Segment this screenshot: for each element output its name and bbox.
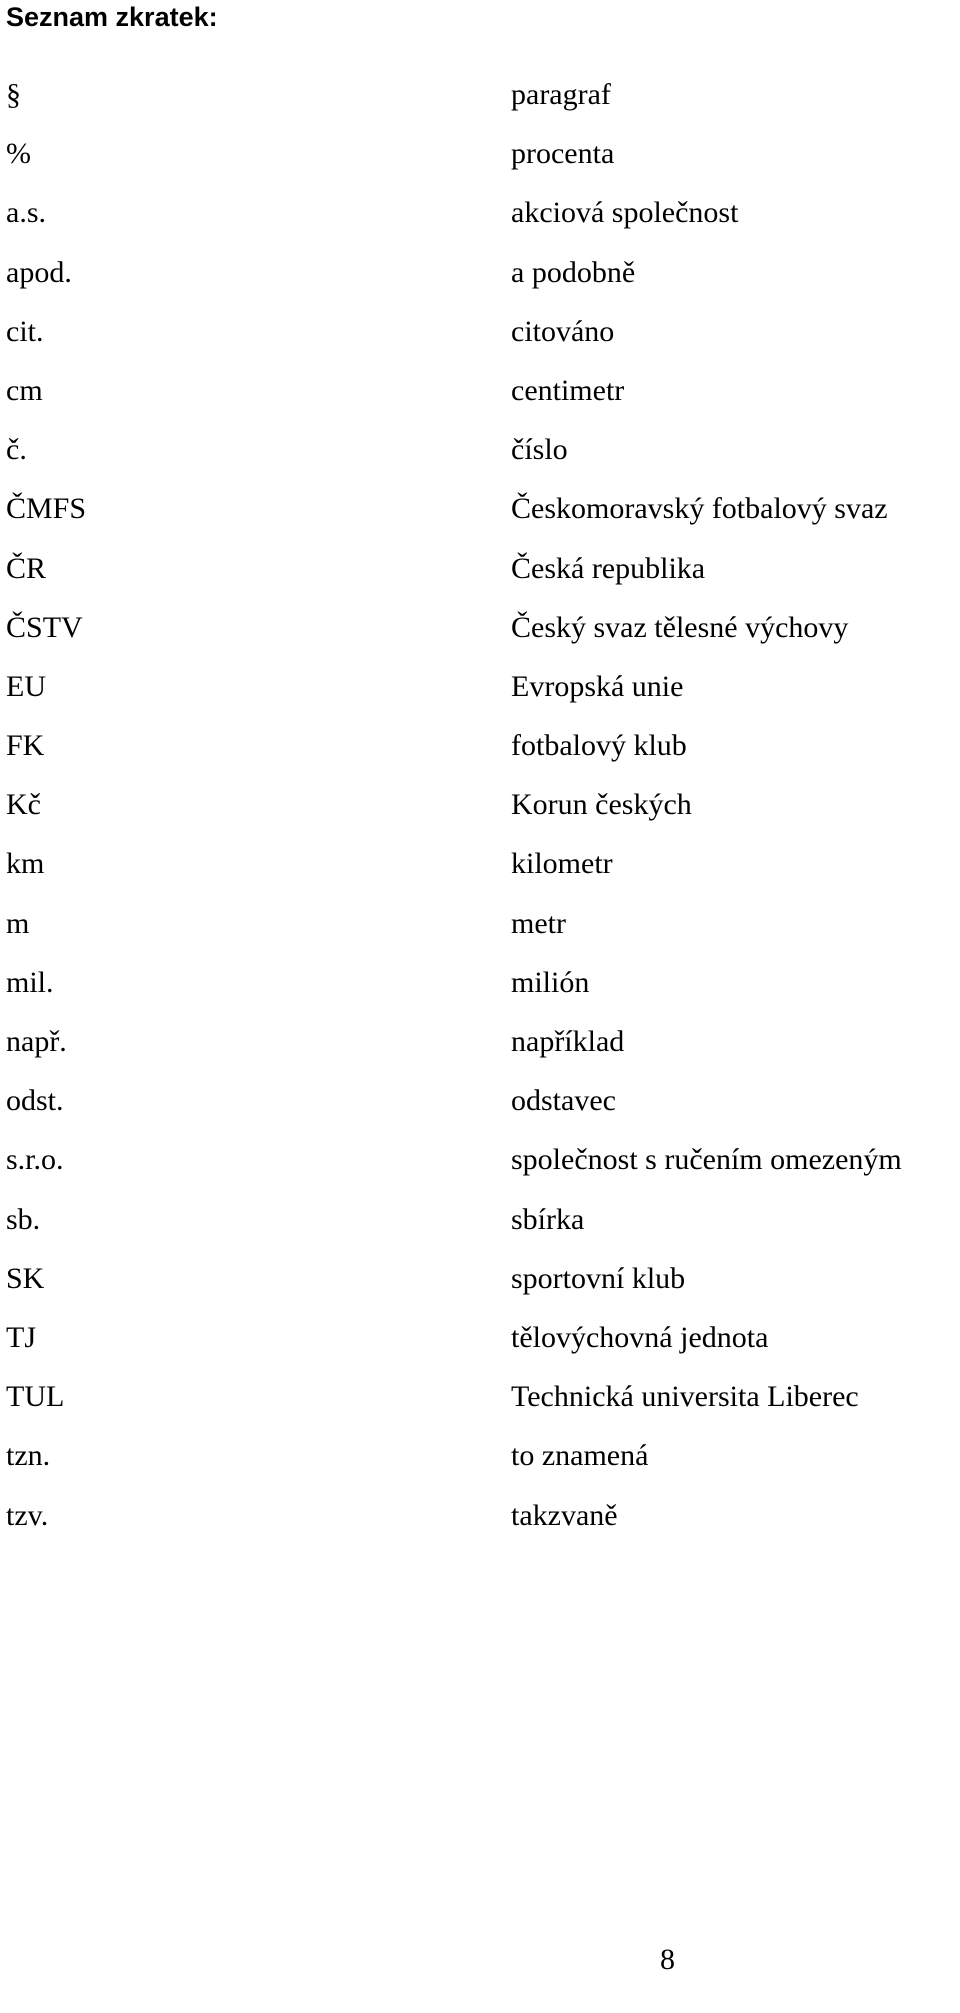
abbreviation: např. [6, 1025, 67, 1058]
abbreviation-meaning: sportovní klub [511, 1261, 686, 1295]
abbreviation: TJ [6, 1320, 36, 1354]
abbreviation: tzv. [6, 1498, 49, 1532]
abbreviation-row [0, 1140, 960, 1199]
abbreviation-row [0, 1436, 960, 1495]
abbreviation-row [0, 1377, 960, 1436]
abbreviation-row [0, 253, 960, 312]
abbreviation-meaning: číslo [511, 433, 568, 467]
abbreviation-meaning: citováno [511, 314, 615, 348]
abbreviation: SK [6, 1261, 45, 1295]
abbreviation-row [0, 1259, 960, 1318]
abbreviation: § [6, 78, 21, 111]
abbreviation-row [0, 1200, 960, 1259]
abbreviation-row [0, 785, 960, 844]
abbreviation-meaning: Evropská unie [511, 669, 684, 703]
abbreviation-row [0, 904, 960, 963]
abbreviation-meaning: centimetr [511, 373, 625, 407]
abbreviation-meaning: takzvaně [511, 1498, 618, 1532]
abbreviation: cit. [6, 314, 44, 348]
abbreviation-row [0, 430, 960, 489]
abbreviation-row [0, 1318, 960, 1377]
abbreviation-row [0, 312, 960, 371]
abbreviation-meaning: paragraf [511, 78, 611, 111]
abbreviation-row [0, 193, 960, 252]
abbreviation-meaning: a podobně [511, 255, 636, 289]
abbreviation: ČSTV [6, 610, 83, 644]
abbreviation-row [0, 844, 960, 903]
abbreviation-row [0, 134, 960, 193]
abbreviation: FK [6, 729, 45, 763]
abbreviation-meaning: Česká republika [511, 551, 706, 585]
abbreviation-meaning: tělovýchovná jednota [511, 1320, 769, 1354]
abbreviation: ČMFS [6, 492, 87, 526]
abbreviation: % [6, 137, 31, 171]
abbreviation: cm [6, 373, 43, 407]
abbreviation-row [0, 726, 960, 785]
abbreviation-meaning: Technická universita Liberec [511, 1380, 859, 1414]
abbreviation-meaning: společnost s ručením omezeným [511, 1143, 902, 1177]
abbreviation-meaning: kilometr [511, 847, 613, 881]
abbreviation-meaning: akciová společnost [511, 196, 739, 230]
abbreviation: Kč [6, 788, 41, 822]
abbreviation-row [0, 1022, 960, 1081]
abbreviation: sb. [6, 1202, 41, 1236]
abbreviation-row [0, 608, 960, 667]
abbreviation-meaning: Český svaz tělesné výchovy [511, 610, 849, 644]
abbreviation: a.s. [6, 196, 46, 230]
abbreviation-list [0, 75, 960, 1555]
abbreviation-meaning: procenta [511, 137, 615, 171]
abbreviation-row [0, 489, 960, 548]
abbreviation-row [0, 667, 960, 726]
abbreviation: odst. [6, 1084, 64, 1118]
page-title: Seznam zkratek: [6, 2, 218, 32]
abbreviation-meaning: sbírka [511, 1202, 585, 1236]
abbreviation: EU [6, 669, 46, 703]
abbreviation: km [6, 847, 45, 881]
abbreviation-row [0, 75, 960, 134]
abbreviation: mil. [6, 965, 54, 999]
abbreviation-meaning: metr [511, 906, 566, 940]
abbreviation: tzn. [6, 1439, 51, 1473]
abbreviation: ČR [6, 551, 47, 585]
abbreviation-meaning: milión [511, 965, 590, 999]
page-number: 8 [660, 1943, 675, 1976]
abbreviation-row [0, 1496, 960, 1555]
abbreviation: č. [6, 433, 27, 467]
abbreviation-row [0, 371, 960, 430]
abbreviation-row [0, 1081, 960, 1140]
abbreviation-row [0, 549, 960, 608]
abbreviation-meaning: například [511, 1025, 625, 1058]
abbreviation-meaning: odstavec [511, 1084, 616, 1118]
abbreviation-row [0, 963, 960, 1022]
abbreviation-meaning: fotbalový klub [511, 729, 687, 763]
abbreviation: m [6, 906, 30, 940]
abbreviation: s.r.o. [6, 1143, 64, 1177]
abbreviation-meaning: to znamená [511, 1439, 649, 1473]
abbreviation-meaning: Korun českých [511, 788, 692, 822]
abbreviation: apod. [6, 255, 72, 289]
abbreviation-meaning: Českomoravský fotbalový svaz [511, 492, 888, 526]
abbreviation: TUL [6, 1380, 65, 1414]
